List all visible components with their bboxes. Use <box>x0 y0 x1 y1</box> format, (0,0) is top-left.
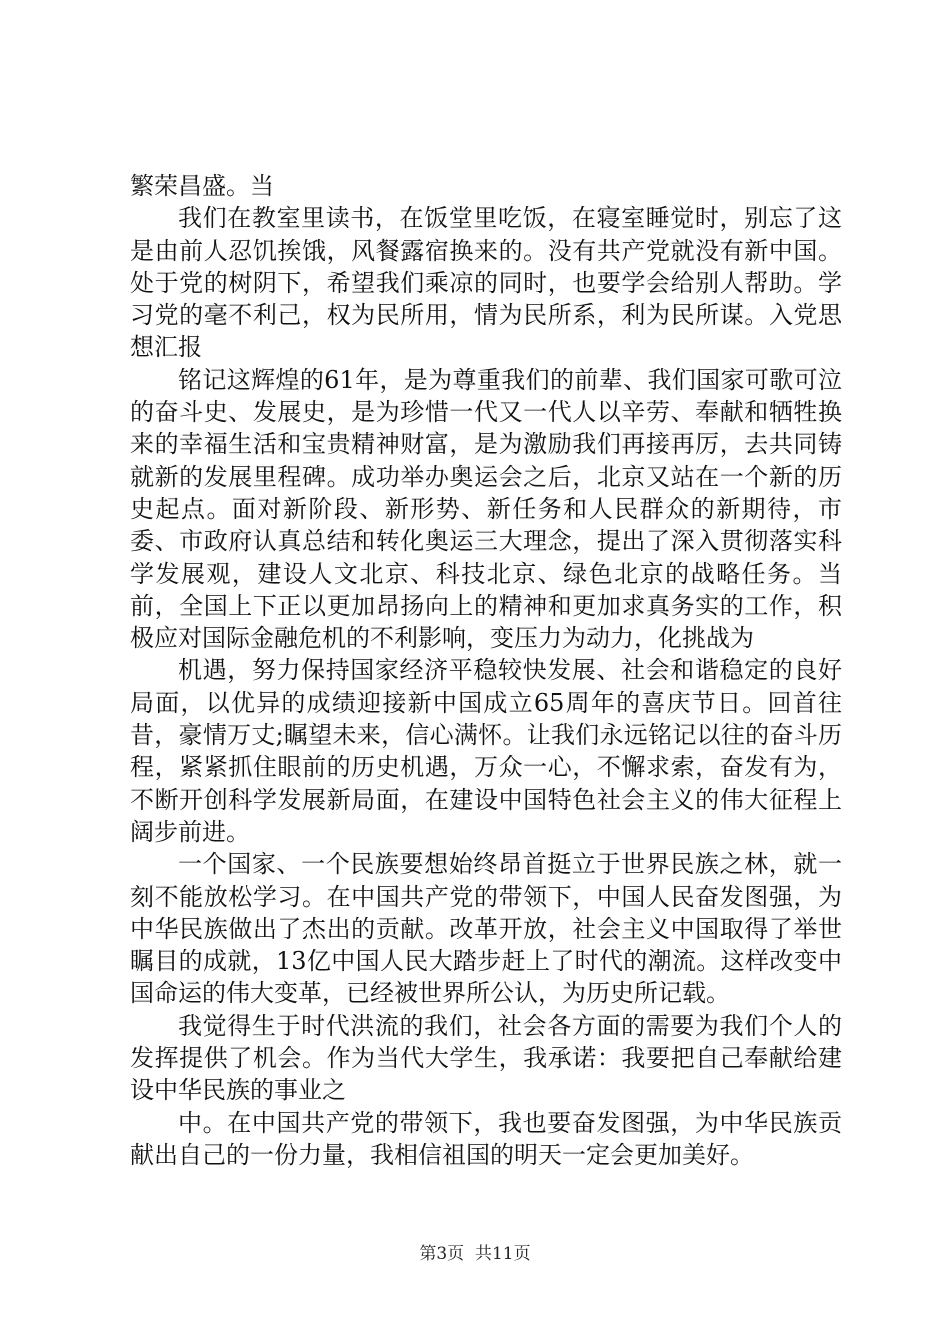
paragraph-3: 铭记这辉煌的61年，是为尊重我们的前辈、我们国家可歌可泣的奋斗史、发展史，是为珍惜一代又一代人以辛劳、奉献和牺牲换来的幸福生活和宝贵精神财富，是为激励我们再接再厉，去共同铸就新的发展里程碑。成功举办奥运会之后，北京又站在一个新的历史起点。面对新阶段、新形势、新任务和人民群众的新期待，市委、市政府认真总结和转化奥运三大理念，提出了深入贯彻落实科学发展观，建设人文北京、科技北京、绿色北京的战略任务。当前，全国上下正以更加昂扬向上的精神和更加求真务实的工作，积极应对国际金融危机的不利影响，变压力为动力，化挑战为 <box>130 365 842 653</box>
paragraph-6: 我觉得生于时代洪流的我们，社会各方面的需要为我们个人的发挥提供了机会。作为当代大学生，我承诺：我要把自己奉献给建设中华民族的事业之 <box>130 1011 842 1105</box>
paragraph-7: 中。在中国共产党的带领下，我也要奋发图强，为中华民族贡献出自己的一份力量，我相信祖国的明天一定会更加美好。 <box>130 1108 842 1169</box>
paragraph-1: 繁荣昌盛。当 <box>130 172 274 200</box>
page-footer <box>0 1243 950 1265</box>
document-body <box>130 170 842 1171</box>
paragraph-5: 一个国家、一个民族要想始终昂首挺立于世界民族之林，就一刻不能放松学习。在中国共产党的带领下，中国人民奋发图强，为中华民族做出了杰出的贡献。改革开放，社会主义中国取得了举世瞩目的成就，13亿中国人民大踏步赶上了时代的潮流。这样改变中国命运的伟大变革，已经被世界所公认，为历史所记载。 <box>130 850 842 1008</box>
page-number-label: 第3页 共11页 <box>419 1244 531 1264</box>
paragraph-2: 我们在教室里读书，在饭堂里吃饭，在寝室睡觉时，别忘了这是由前人忍饥挨饿，风餐露宿换来的。没有共产党就没有新中国。处于党的树阴下，希望我们乘凉的同时，也要学会给别人帮助。学习党的毫不利己，权为民所用，情为民所系，利为民所谋。入党思想汇报 <box>130 204 842 362</box>
paragraph-4: 机遇，努力保持国家经济平稳较快发展、社会和谐稳定的良好局面，以优异的成绩迎接新中国成立65周年的喜庆节日。回首往昔，豪情万丈;瞩望未来，信心满怀。让我们永远铭记以往的奋斗历程，紧紧抓住眼前的历史机遇，万众一心，不懈求索，奋发有为，不断开创科学发展新局面，在建设中国特色社会主义的伟大征程上阔步前进。 <box>130 656 842 846</box>
